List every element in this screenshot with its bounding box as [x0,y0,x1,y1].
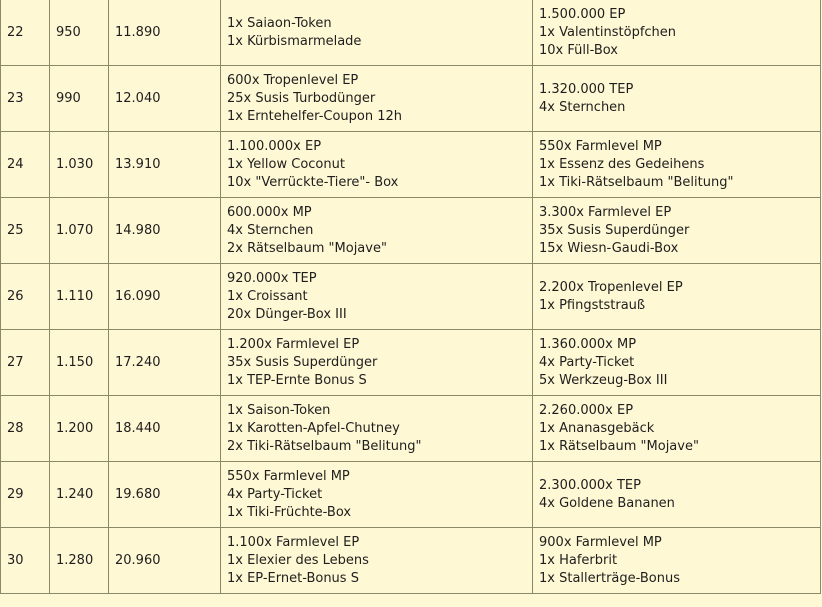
reward-item: 1x Tiki-Früchte-Box [227,504,352,520]
value-a-cell: 1.200 [50,396,109,462]
reward-item: 10x "Verrückte-Tiere"- Box [227,174,399,190]
bonus-cell [533,66,821,132]
reward-item: 4x Party-Ticket [227,486,323,502]
table-row [1,462,821,528]
rewards-cell [221,132,533,198]
bonus-item: 1x Rätselbaum "Mojave" [539,438,699,454]
bonus-item: 1x Tiki-Rätselbaum "Belitung" [539,174,734,190]
table-row [1,198,821,264]
level-cell: 23 [1,66,50,132]
value-b-cell: 19.680 [109,462,221,528]
value-a-cell: 990 [50,66,109,132]
bonus-cell [533,132,821,198]
table-row [1,528,821,594]
bonus-cell [533,198,821,264]
reward-item: 1x Elexier des Lebens [227,552,369,568]
bonus-item: 1.500.000 EP [539,6,626,22]
reward-item: 4x Sternchen [227,222,314,238]
table-row [1,132,821,198]
rewards-table-body [1,0,821,594]
value-a-cell: 1.070 [50,198,109,264]
bonus-item: 15x Wiesn-Gaudi-Box [539,240,679,256]
reward-item: 1x Saison-Token [227,402,331,418]
bonus-item: 1x Stallerträge-Bonus [539,570,680,586]
reward-item: 1x Yellow Coconut [227,156,345,172]
bonus-item: 1x Haferbrit [539,552,618,568]
value-a-cell: 1.280 [50,528,109,594]
reward-item: 600.000x MP [227,204,312,220]
bonus-item: 3.300x Farmlevel EP [539,204,672,220]
value-b-cell: 20.960 [109,528,221,594]
reward-item: 1x Karotten-Apfel-Chutney [227,420,400,436]
table-row [1,396,821,462]
reward-item: 600x Tropenlevel EP [227,72,359,88]
bonus-item: 35x Susis Superdünger [539,222,690,238]
table-row [1,264,821,330]
bonus-cell [533,528,821,594]
rewards-cell [221,66,533,132]
bonus-cell [533,264,821,330]
level-cell: 30 [1,528,50,594]
bonus-item: 2.260.000x EP [539,402,634,418]
bonus-cell [533,462,821,528]
level-cell: 28 [1,396,50,462]
bonus-cell [533,330,821,396]
value-b-cell: 16.090 [109,264,221,330]
bonus-item: 1.320.000 TEP [539,81,634,97]
reward-item: 1.100x Farmlevel EP [227,534,360,550]
bonus-item: 1x Essenz des Gedeihens [539,156,705,172]
bonus-item: 4x Sternchen [539,99,626,115]
rewards-cell [221,396,533,462]
table-row [1,0,821,66]
bonus-item: 1x Ananasgebäck [539,420,655,436]
value-a-cell: 1.240 [50,462,109,528]
rewards-cell [221,0,533,66]
bonus-item: 900x Farmlevel MP [539,534,662,550]
reward-item: 1x TEP-Ernte Bonus S [227,372,367,388]
bonus-item: 10x Füll-Box [539,42,618,58]
reward-item: 1x Kürbismarmelade [227,33,362,49]
reward-item: 2x Tiki-Rätselbaum "Belitung" [227,438,422,454]
rewards-cell [221,528,533,594]
rewards-cell [221,198,533,264]
reward-item: 1x Erntehelfer-Coupon 12h [227,108,403,124]
level-cell: 27 [1,330,50,396]
bonus-cell [533,396,821,462]
bonus-item: 4x Goldene Bananen [539,495,675,511]
reward-item: 25x Susis Turbodünger [227,90,376,106]
bonus-item: 1x Valentinstöpfchen [539,24,677,40]
table-row [1,330,821,396]
bonus-item: 5x Werkzeug-Box III [539,372,668,388]
reward-item: 1.200x Farmlevel EP [227,336,360,352]
value-b-cell: 11.890 [109,0,221,66]
value-a-cell: 1.110 [50,264,109,330]
reward-item: 20x Dünger-Box III [227,306,347,322]
bonus-cell [533,0,821,66]
value-b-cell: 12.040 [109,66,221,132]
value-b-cell: 13.910 [109,132,221,198]
rewards-cell [221,462,533,528]
reward-item: 35x Susis Superdünger [227,354,378,370]
level-cell: 25 [1,198,50,264]
value-a-cell: 950 [50,0,109,66]
bonus-item: 2.300.000x TEP [539,477,641,493]
level-cell: 22 [1,0,50,66]
reward-item: 1x Saiaon-Token [227,15,332,31]
value-b-cell: 17.240 [109,330,221,396]
bonus-item: 4x Party-Ticket [539,354,635,370]
reward-item: 1.100.000x EP [227,138,322,154]
value-a-cell: 1.150 [50,330,109,396]
level-cell: 29 [1,462,50,528]
bonus-item: 2.200x Tropenlevel EP [539,279,683,295]
reward-item: 1x EP-Ernet-Bonus S [227,570,359,586]
bonus-item: 550x Farmlevel MP [539,138,662,154]
reward-item: 920.000x TEP [227,270,317,286]
reward-item: 550x Farmlevel MP [227,468,350,484]
bonus-item: 1.360.000x MP [539,336,637,352]
reward-item: 1x Croissant [227,288,308,304]
rewards-cell [221,330,533,396]
bonus-item: 1x Pfingststrauß [539,297,646,313]
value-a-cell: 1.030 [50,132,109,198]
level-cell: 26 [1,264,50,330]
reward-item: 2x Rätselbaum "Mojave" [227,240,387,256]
table-row [1,66,821,132]
rewards-cell [221,264,533,330]
level-cell: 24 [1,132,50,198]
value-b-cell: 14.980 [109,198,221,264]
value-b-cell: 18.440 [109,396,221,462]
